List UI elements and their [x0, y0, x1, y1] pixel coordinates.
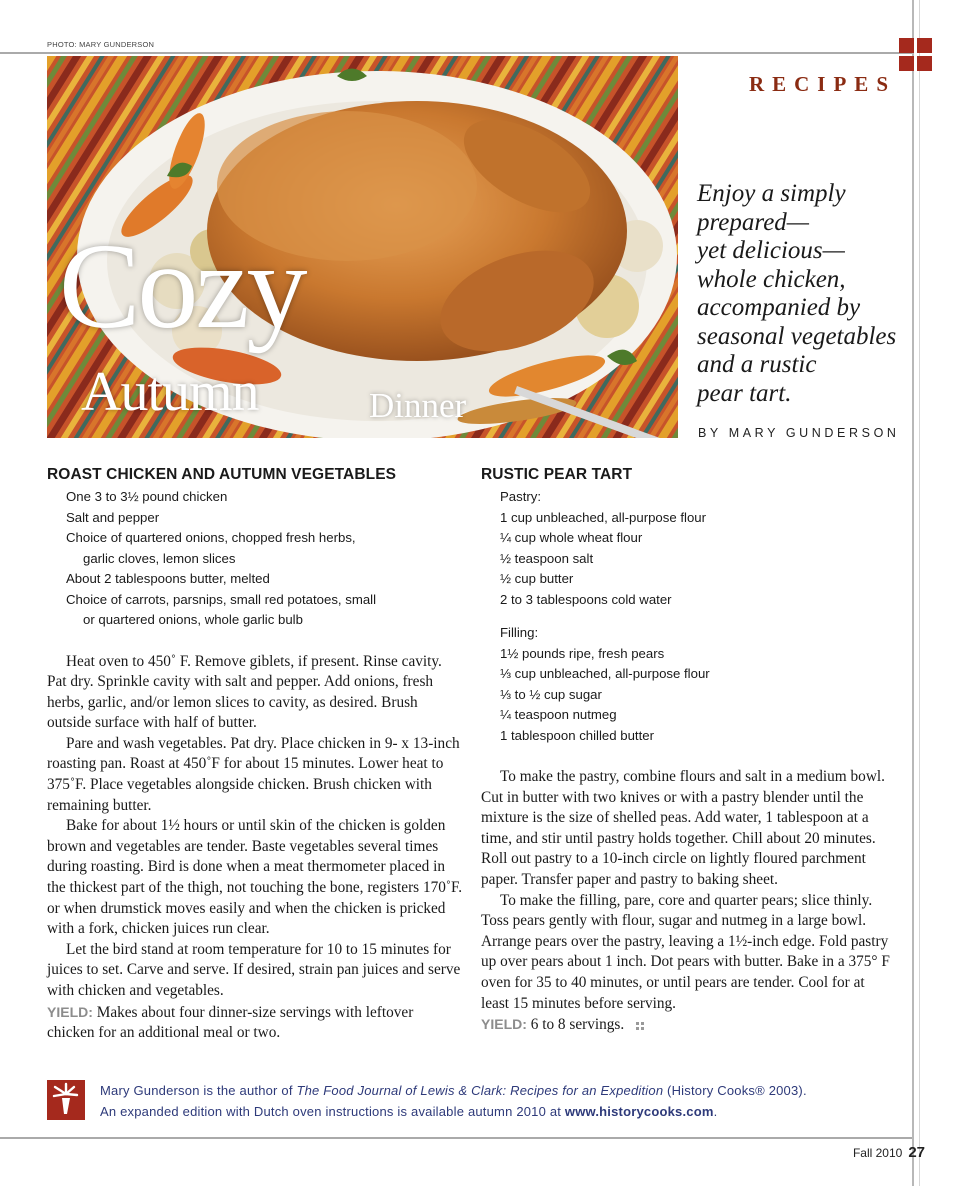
intro-line: seasonal vegetables [697, 322, 897, 350]
author-note-text: An expanded edition with Dutch oven instructions is available autumn 2010 at [100, 1104, 565, 1119]
direction-paragraph: To make the pastry, combine flours and salt in a medium bowl. Cut in butter with two knives or with a pastry blender until the mixture is the size of shelled peas. Add water, 1 tablespoon at a time, and stir until pastry holds together. Chill about 20 minutes. Roll out pastry to a 10-inch circle on lightly floured parchment paper. Transfer paper and pastry to baking sheet. [481, 768, 885, 888]
ingredient-subheading: Pastry: [500, 489, 542, 504]
folio [853, 1144, 925, 1162]
ingredient-subheading: Filling: [500, 625, 539, 640]
ingredient: 1 tablespoon chilled butter [500, 727, 654, 743]
ingredient: 1½ pounds ripe, fresh pears [500, 645, 665, 661]
yield-text: 6 to 8 servings. [530, 1016, 625, 1034]
author-note-line1 [100, 1080, 900, 1101]
direction-paragraph: Bake for about 1½ hours or until skin of the chicken is golden brown and vegetables are tender. Baste vegetables several times during roasting. Bird is done when a meat thermometer placed in the thickest part of the thigh, not touching the bone, registers 170˚F. or when drumstick moves easily and when the chicken is pricked with a fork, chicken juices run clear. [47, 817, 463, 938]
photo-credit: PHOTO: MARY GUNDERSON [47, 40, 155, 49]
yield-label: YIELD: [481, 1016, 527, 1033]
margin-rule [912, 0, 914, 1186]
author-note [100, 1080, 900, 1122]
margin-rule-thin [919, 0, 920, 1186]
yield-line [47, 1002, 463, 1044]
author-note-text: Mary Gunderson is the author of [100, 1083, 297, 1098]
section-label: RECIPES [748, 72, 896, 96]
ingredient: Choice of quartered onions, chopped fresh herbs, [66, 530, 356, 545]
top-rule [0, 52, 912, 54]
book-title: The Food Journal of Lewis & Clark: Recipes for an Expedition [296, 1083, 664, 1098]
ingredient: ¼ teaspoon nutmeg [500, 707, 617, 722]
ingredient: Salt and pepper [66, 509, 160, 525]
byline: BY MARY GUNDERSON [698, 426, 900, 440]
ingredient: ¼ cup whole wheat flour [500, 530, 643, 545]
intro-line: whole chicken, [697, 265, 846, 293]
ingredient: ½ cup butter [500, 571, 574, 586]
intro-line: accompanied by [697, 294, 861, 321]
direction-paragraph: Let the bird stand at room temperature for 10 to 15 minutes for juices to set. Carve and serve. If desired, strain pan juices and serve with chicken and vegetables. [47, 940, 461, 999]
intro-line: and a rustic [697, 351, 817, 378]
hero-photo [47, 56, 678, 438]
ingredient: About 2 tablespoons butter, melted [66, 571, 270, 586]
corner-squares-ornament [899, 38, 933, 72]
yield-text: Makes about four dinner-size servings with leftover chicken for an additional meal or two. [47, 1003, 414, 1042]
recipe-roast-chicken [47, 466, 463, 1044]
hero-title-autumn: Autumn [81, 361, 259, 423]
author-note-line2 [100, 1101, 900, 1122]
author-note-text: . [713, 1104, 718, 1119]
direction-paragraph: Pare and wash vegetables. Pat dry. Place chicken in 9- x 13-inch roasting pan. Roast at 450˚F for about 15 minutes. Lower heat to 375˚F. Place vegetables alongside chicken. Brush chicken with remaining butter. [47, 734, 460, 814]
ingredient: One 3 to 3½ pound chicken [66, 489, 228, 504]
direction-paragraph: Heat oven to 450˚ F. Remove giblets, if present. Rinse cavity. Pat dry. Sprinkle cavity with salt and pepper. Add onions, fresh herbs, garlic, and/or lemon slices to cavity, as desired. Brush outside surface with half of butter. [47, 652, 442, 732]
starburst-icon [47, 1080, 85, 1120]
ingredient: ⅓ to ½ cup sugar [500, 686, 602, 702]
hero-title-dinner: Dinner [369, 386, 467, 425]
intro-line: pear tart. [697, 379, 792, 407]
intro-deck [697, 180, 907, 408]
yield-line [481, 1014, 895, 1036]
hero-title-cozy: Cozy [59, 219, 305, 354]
intro-line: Enjoy a simply [697, 180, 846, 207]
intro-line: yet delicious— [697, 237, 845, 264]
intro-line: prepared— [697, 208, 810, 236]
recipe-pear-tart [481, 466, 895, 1036]
website-link[interactable]: www.historycooks.com [564, 1104, 714, 1119]
ingredient: or quartered onions, whole garlic bulb [83, 612, 303, 627]
ingredient: ½ teaspoon salt [500, 550, 594, 566]
direction-paragraph: To make the filling, pare, core and quarter pears; slice thinly. Toss pears gently with flour, sugar and nutmeg in a large bowl. Arrange pears over the pastry, leaving a 1½-inch edge. Fold pastry up over pears about 1 inch. Dot pears with butter. Bake in a 375° F oven for 35 to 40 minutes, or until pears are tender. Cool for at least 15 minutes before serving. [481, 891, 890, 1012]
yield-label: YIELD: [47, 1003, 93, 1020]
recipe-directions [481, 767, 895, 1036]
ingredient: 1 cup unbleached, all-purpose flour [500, 509, 707, 525]
ingredient-list [47, 487, 463, 631]
recipe-title: RUSTIC PEAR TART [481, 466, 633, 483]
ingredient-list [481, 487, 895, 746]
author-note-text: (History Cooks® 2003). [663, 1083, 807, 1098]
bottom-rule [0, 1137, 912, 1139]
ingredient: garlic cloves, lemon slices [83, 550, 236, 566]
issue-season: Fall 2010 [852, 1146, 903, 1160]
page-number: 27 [908, 1144, 925, 1161]
ingredient: ⅓ cup unbleached, all-purpose flour [500, 666, 710, 681]
ingredient: 2 to 3 tablespoons cold water [500, 591, 672, 607]
ingredient: Choice of carrots, parsnips, small red potatoes, small [66, 591, 377, 607]
end-mark-icon [636, 1022, 644, 1030]
recipe-title: ROAST CHICKEN AND AUTUMN VEGETABLES [47, 466, 397, 483]
recipe-directions [47, 652, 463, 1044]
author-logo-icon [47, 1080, 85, 1120]
